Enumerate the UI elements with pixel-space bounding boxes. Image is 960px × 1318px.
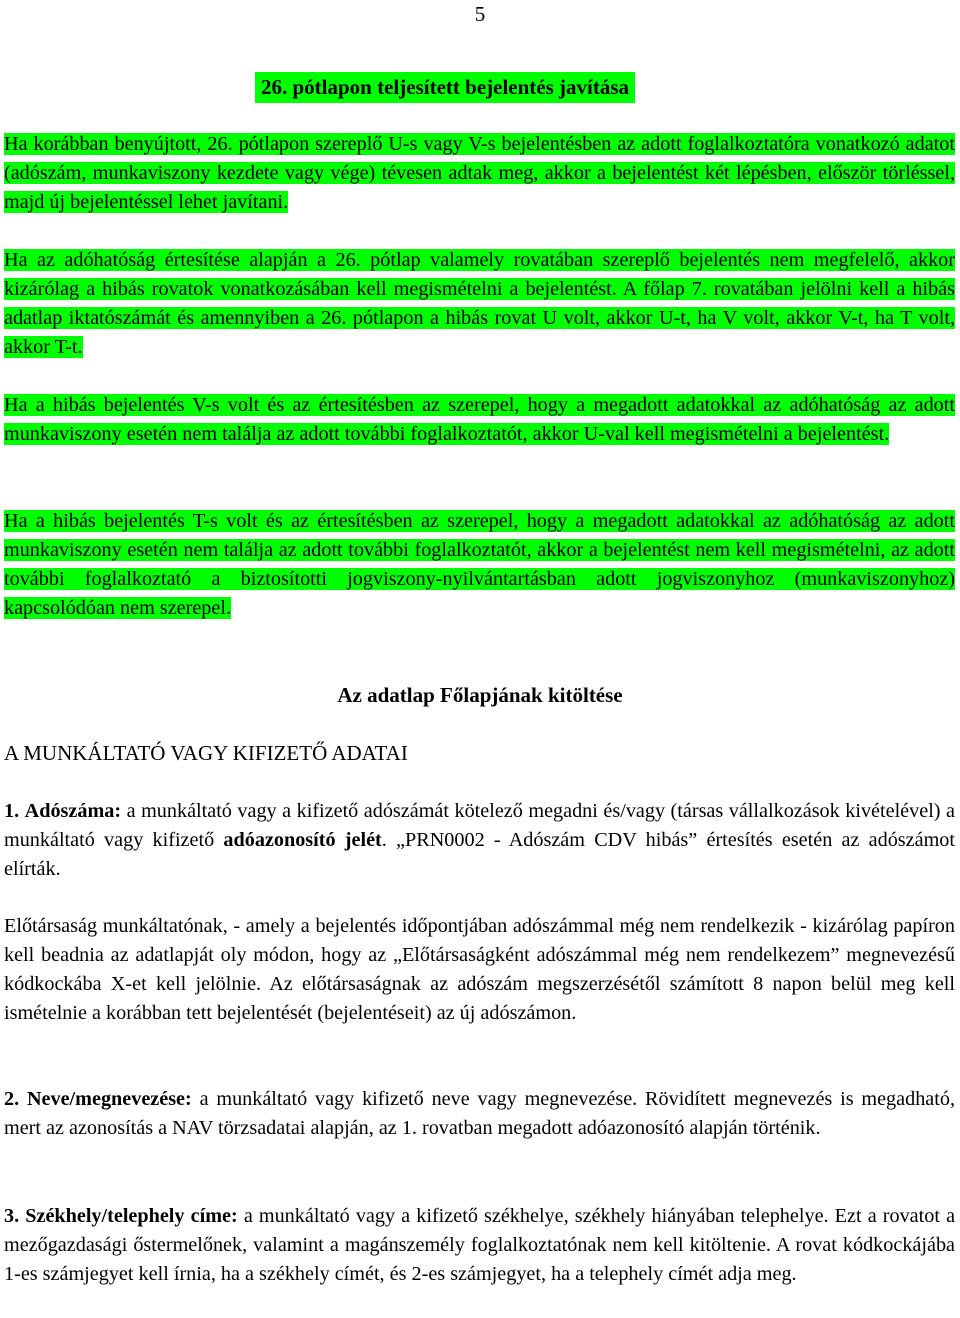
item-label: Székhely/telephely címe: [25,1205,238,1227]
item-bold-text: adóazonosító jelét [223,829,382,851]
highlighted-text: Ha a hibás bejelentés T-s volt és az értesítésben az szerepel, hogy a megadott adatokkal az adóhatóság az adott munkaviszony esetén nem találja az adott további foglalkoztatót, akkor a bejelentést nem kell megismételni, az adott további foglalkoztató a biztosítotti jogviszony-nyilvántartásban adott jogviszonyhoz (munkaviszonyhoz) kapcsolódóan nem szerepel. [4,510,955,619]
highlighted-text: Ha korábban benyújtott, 26. pótlapon szereplő U-s vagy V-s bejelentésben az adott foglalkoztatóra vonatkozó adatot (adószám, munkaviszony kezdete vagy vége) tévesen adtak meg, akkor a bejelentést két lépésben, először törléssel, majd új bejelentéssel lehet javítani. [4,133,955,213]
paragraph-v-report [4,391,955,449]
item-label: Neve/megnevezése: [26,1088,192,1110]
item-text: a munkáltató vagy kifizető neve vagy megnevezése. Rövidített megnevezés is megadható, mert az azonosítás a NAV törzsadatai alapján, az 1. rovatban megadott adóazonosító alapján történik. [4,1088,955,1139]
item-label: Adószáma: [24,800,122,822]
item-text: a munkáltató vagy a kifizető székhelye, székhely hiányában telephelye. Ezt a rovatot a mezőgazdasági őstermelőnek, valamint a magánszemély foglalkoztatónak nem kell kitöltenie. A rovat kódkockájába 1-es számjegyet kell írnia, ha a székhely címét, és 2-es számjegyet, ha a telephely címét adja meg. [4,1205,956,1285]
paragraph-t-report [4,507,955,623]
item-1-tax-number [4,797,955,884]
highlighted-text: Ha az adóhatóság értesítése alapján a 26. pótlap valamely rovatában szereplő bejelentés nem megfelelő, akkor kizárólag a hibás rovatok vonatkozásában kell megismételni a bejelentést. A főlap 7. rovatában jelölni kell a hibás adatlap iktatószámát és amennyiben a 26. pótlapon a hibás rovat U volt, akkor U-t, ha V volt, akkor V-t, ha T volt, akkor T-t. [4,249,955,358]
paragraph-correction-two-steps [4,130,955,217]
section-header-highlighted: 26. pótlapon teljesített bejelentés javítása [255,72,635,103]
subsection-title: A MUNKÁLTATÓ VAGY KIFIZETŐ ADATAI [4,741,408,765]
item-3-address [4,1202,955,1289]
item-text-tail: . „PRN0002 - Adószám CDV hibás” értesítés esetén az adószámot elírták. [4,829,955,880]
item-number: 1. [4,800,20,822]
item-text: a munkáltató vagy a kifizető adószámát kötelező megadni és/vagy (társas vállalkozások kivételével) a munkáltató vagy kifizető [4,800,955,851]
item-1-note-pre-company: Előtársaság munkáltatónak, - amely a bejelentés időpontjában adószámmal még nem rendelkezik - kizárólag papíron kell beadnia az adatlapját oly módon, hogy az „Előtársaságként adószámmal még nem rendelkezem” megnevezésű kódkockába X-et kell jelölnie. Az előtársaságnak az adószám megszerzésétől számított 8 napon belül meg kell ismételnie a korábban tett bejelentését (bejelentéseit) az új adószámon. [4,915,955,1024]
item-number: 3. [4,1205,20,1227]
paragraph-authority-notice [4,246,955,362]
item-number: 2. [4,1088,20,1110]
item-2-name [4,1085,955,1143]
highlighted-text: Ha a hibás bejelentés V-s volt és az értesítésben az szerepel, hogy a megadott adatokkal az adóhatóság az adott munkaviszony esetén nem találja az adott további foglalkoztatót, akkor U-val kell megismételni a bejelentést. [4,394,955,445]
section-title: Az adatlap Főlapjának kitöltése [337,683,623,707]
page-number: 5 [474,2,486,26]
